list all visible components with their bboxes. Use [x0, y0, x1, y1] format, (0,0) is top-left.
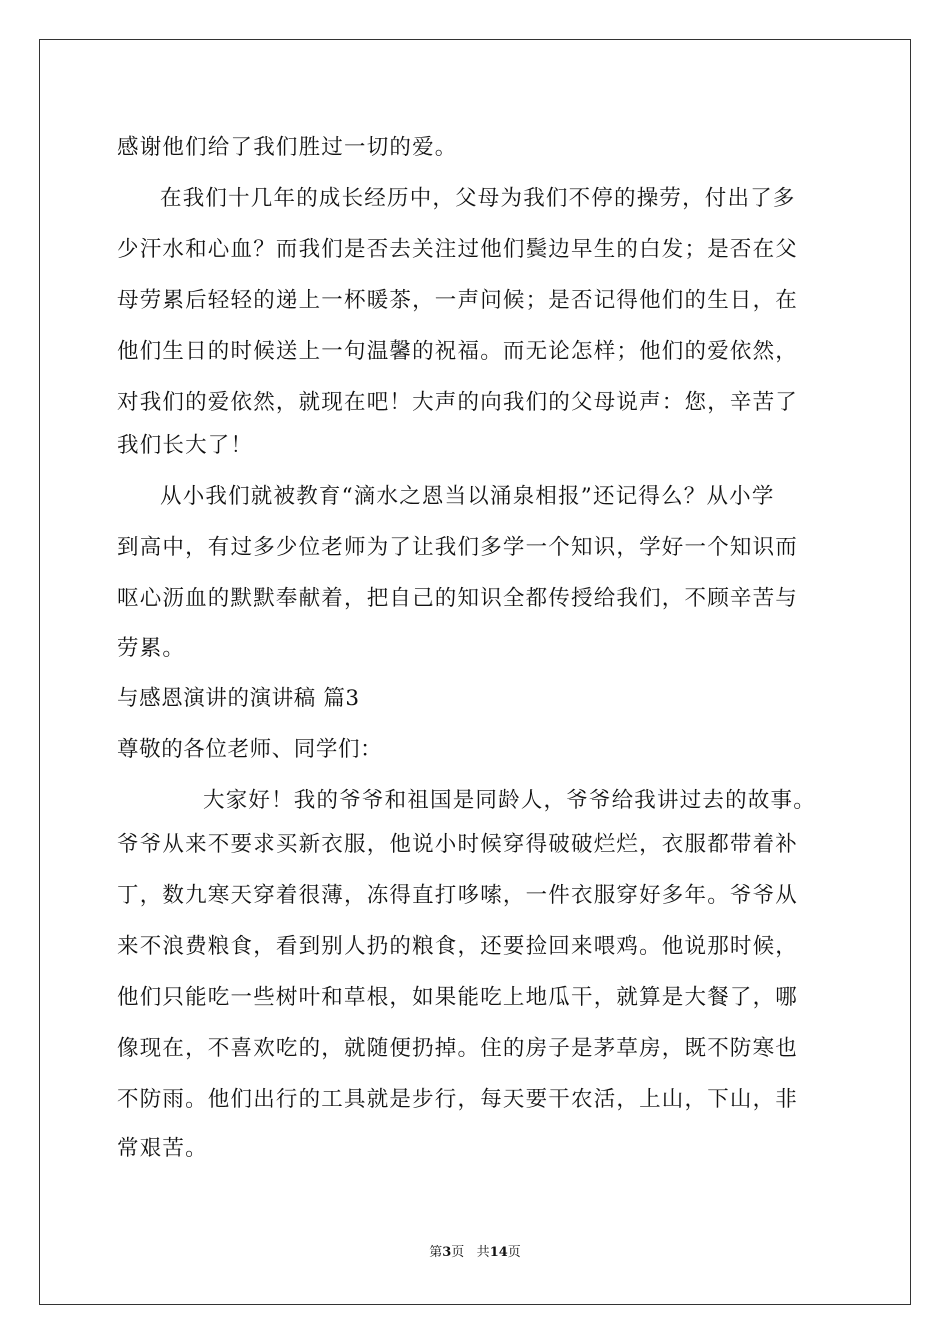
footer-total-suffix: 页	[507, 1245, 521, 1260]
text-line: 劳累。	[117, 636, 186, 661]
salutation: 尊敬的各位老师、同学们：	[117, 737, 383, 762]
text-line: 母劳累后轻轻的递上一杯暖茶，一声问候；是否记得他们的生日，在	[117, 288, 799, 313]
section-heading: 与感恩演讲的演讲稿 篇3	[117, 686, 360, 711]
footer-page-number: 3	[442, 1245, 452, 1260]
paragraph-start-line: 在我们十几年的成长经历中，父母为我们不停的操劳，付出了多	[160, 186, 796, 211]
text-line: 常艰苦。	[117, 1136, 208, 1161]
text-line: 不防雨。他们出行的工具就是步行，每天要干农活，上山，下山，非	[117, 1087, 799, 1112]
text-line: 他们只能吃一些树叶和草根，如果能吃上地瓜干，就算是大餐了，哪	[117, 985, 799, 1010]
paragraph-start-line: 从小我们就被教育“滴水之恩当以涌泉相报”还记得么？从小学	[160, 484, 775, 509]
text-line: 少汗水和心血？而我们是否去关注过他们鬓边早生的白发；是否在父	[117, 237, 799, 262]
page-border	[39, 39, 911, 1305]
text-line: 像现在，不喜欢吃的，就随便扔掉。住的房子是茅草房，既不防寒也	[117, 1036, 799, 1061]
text-line: 他们生日的时候送上一句温馨的祝福。而无论怎样；他们的爱依然，	[117, 339, 799, 364]
text-line: 丁，数九寒天穿着很薄，冻得直打哆嗦，一件衣服穿好多年。爷爷从	[117, 883, 799, 908]
footer-page-suffix: 页	[451, 1245, 465, 1260]
footer-total-prefix: 共	[476, 1245, 490, 1260]
paragraph-start-line: 大家好！我的爷爷和祖国是同龄人，爷爷给我讲过去的故事。	[203, 788, 816, 813]
footer-page-prefix: 第	[429, 1245, 443, 1260]
text-line: 爷爷从来不要求买新衣服，他说小时候穿得破破烂烂，衣服都带着补	[117, 832, 799, 857]
text-line: 对我们的爱依然，就现在吧！大声的向我们的父母说声：您，辛苦了	[117, 390, 799, 415]
footer-total-number: 14	[489, 1245, 508, 1260]
page-footer	[0, 1244, 950, 1262]
text-line: 呕心沥血的默默奉献着，把自己的知识全都传授给我们，不顾辛苦与	[117, 586, 799, 611]
text-line: 我们长大了！	[117, 433, 254, 458]
text-line: 来不浪费粮食，看到别人扔的粮食，还要捡回来喂鸡。他说那时候，	[117, 934, 799, 959]
text-line: 感谢他们给了我们胜过一切的爱。	[117, 135, 458, 160]
text-line: 到高中，有过多少位老师为了让我们多学一个知识，学好一个知识而	[117, 535, 799, 560]
